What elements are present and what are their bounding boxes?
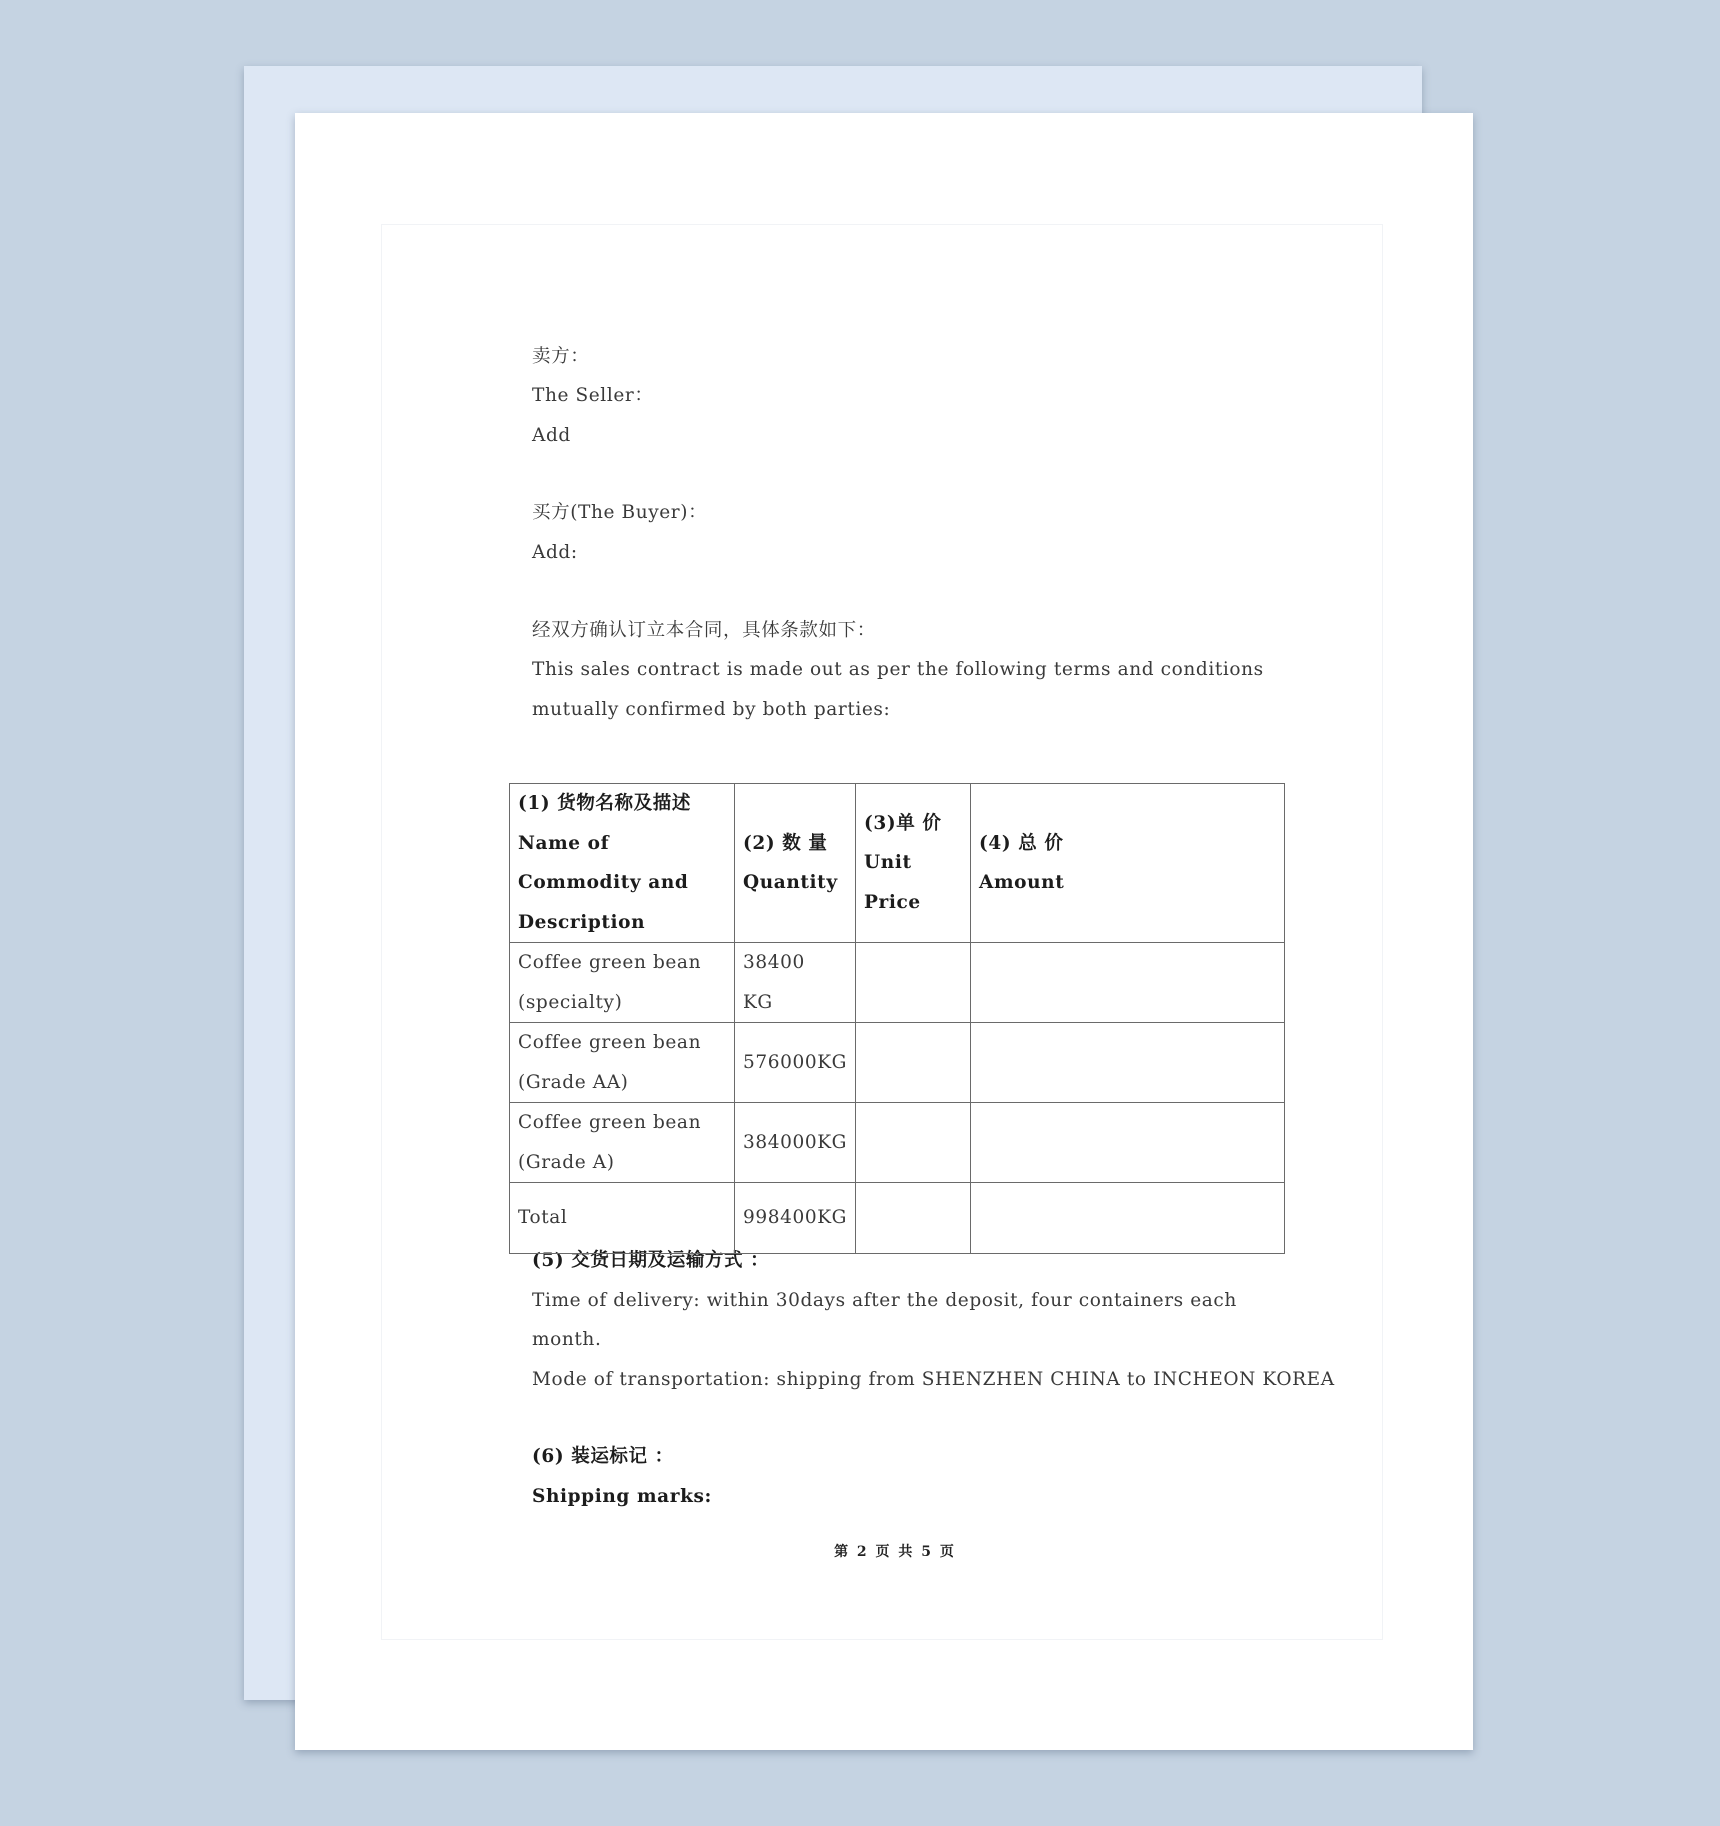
table-row bbox=[510, 1023, 1285, 1103]
intro-en-line-2: mutually confirmed by both parties: bbox=[532, 699, 891, 720]
row-quantity-cell: 576000KG bbox=[735, 1023, 856, 1103]
total-quantity-cell: 998400KG bbox=[735, 1183, 856, 1254]
commodity-name-line-2: (Grade AA) bbox=[518, 1071, 629, 1093]
total-label-cell: Total bbox=[510, 1183, 735, 1254]
table-row bbox=[510, 943, 1285, 1023]
row-unit-price-cell bbox=[856, 1103, 971, 1183]
quantity-line-1: 38400 bbox=[743, 952, 805, 973]
total-unit-price-cell bbox=[856, 1183, 971, 1254]
header-commodity-en-2: Description bbox=[518, 911, 646, 933]
header-amount-cn: (4) 总 价 bbox=[979, 832, 1064, 854]
total-amount-cell bbox=[971, 1183, 1285, 1254]
seller-address-label: Add bbox=[532, 425, 571, 446]
commodity-name-line-2: (Grade A) bbox=[518, 1151, 615, 1173]
header-unit-price bbox=[856, 784, 971, 943]
header-quantity bbox=[735, 784, 856, 943]
row-amount-cell bbox=[971, 1023, 1285, 1103]
buyer-label: 买方(The Buyer)： bbox=[532, 502, 708, 523]
shipping-marks-title: (6) 装运标记 ： bbox=[532, 1446, 674, 1467]
page-number-footer: 第 2 页 共 5 页 bbox=[834, 1544, 956, 1560]
shipping-marks-label: Shipping marks: bbox=[532, 1486, 712, 1507]
transport-mode-line: Mode of transportation: shipping from SHENZHEN CHINA to INCHEON KOREA bbox=[532, 1369, 1335, 1390]
row-amount-cell bbox=[971, 1103, 1285, 1183]
commodity-name-line-1: Coffee green bean bbox=[518, 1112, 702, 1133]
buyer-address-label: Add: bbox=[532, 542, 578, 563]
intro-en-line-1: This sales contract is made out as per the following terms and conditions bbox=[532, 659, 1264, 680]
row-commodity-cell bbox=[510, 1103, 735, 1183]
row-quantity-cell: 384000KG bbox=[735, 1103, 856, 1183]
delivery-section-title: (5) 交货日期及运输方式 ： bbox=[532, 1250, 770, 1271]
row-amount-cell bbox=[971, 943, 1285, 1023]
header-amount bbox=[971, 784, 1285, 943]
seller-en-label: The Seller： bbox=[532, 385, 654, 406]
header-unit-price-cn: (3)单 价 bbox=[864, 812, 942, 834]
commodity-name-line-2: (specialty) bbox=[518, 991, 623, 1013]
row-unit-price-cell bbox=[856, 1023, 971, 1103]
row-commodity-cell bbox=[510, 1023, 735, 1103]
header-commodity-cn: (1) 货物名称及描述 bbox=[518, 793, 691, 814]
header-unit-price-en: Unit Price bbox=[864, 852, 921, 913]
header-quantity-en: Quantity bbox=[743, 872, 838, 893]
delivery-time-line-2: month. bbox=[532, 1329, 602, 1350]
table-total-row bbox=[510, 1183, 1285, 1254]
commodity-name-line-1: Coffee green bean bbox=[518, 952, 702, 973]
row-quantity-cell bbox=[735, 943, 856, 1023]
header-amount-en: Amount bbox=[979, 872, 1065, 893]
commodity-table bbox=[509, 783, 1285, 1254]
quantity-line-2: KG bbox=[743, 991, 773, 1013]
row-unit-price-cell bbox=[856, 943, 971, 1023]
table-row bbox=[510, 1103, 1285, 1183]
header-commodity-en-1: Name of Commodity and bbox=[518, 832, 689, 893]
row-commodity-cell bbox=[510, 943, 735, 1023]
commodity-name-line-1: Coffee green bean bbox=[518, 1032, 702, 1053]
seller-cn-label: 卖方： bbox=[532, 346, 590, 367]
table-header-row bbox=[510, 784, 1285, 943]
document-page bbox=[295, 113, 1473, 1750]
delivery-time-line-1: Time of delivery: within 30days after the deposit, four containers each bbox=[532, 1290, 1237, 1311]
intro-cn-text: 经双方确认订立本合同，具体条款如下： bbox=[532, 620, 876, 641]
header-quantity-cn: (2) 数 量 bbox=[743, 832, 828, 854]
header-commodity bbox=[510, 784, 735, 943]
